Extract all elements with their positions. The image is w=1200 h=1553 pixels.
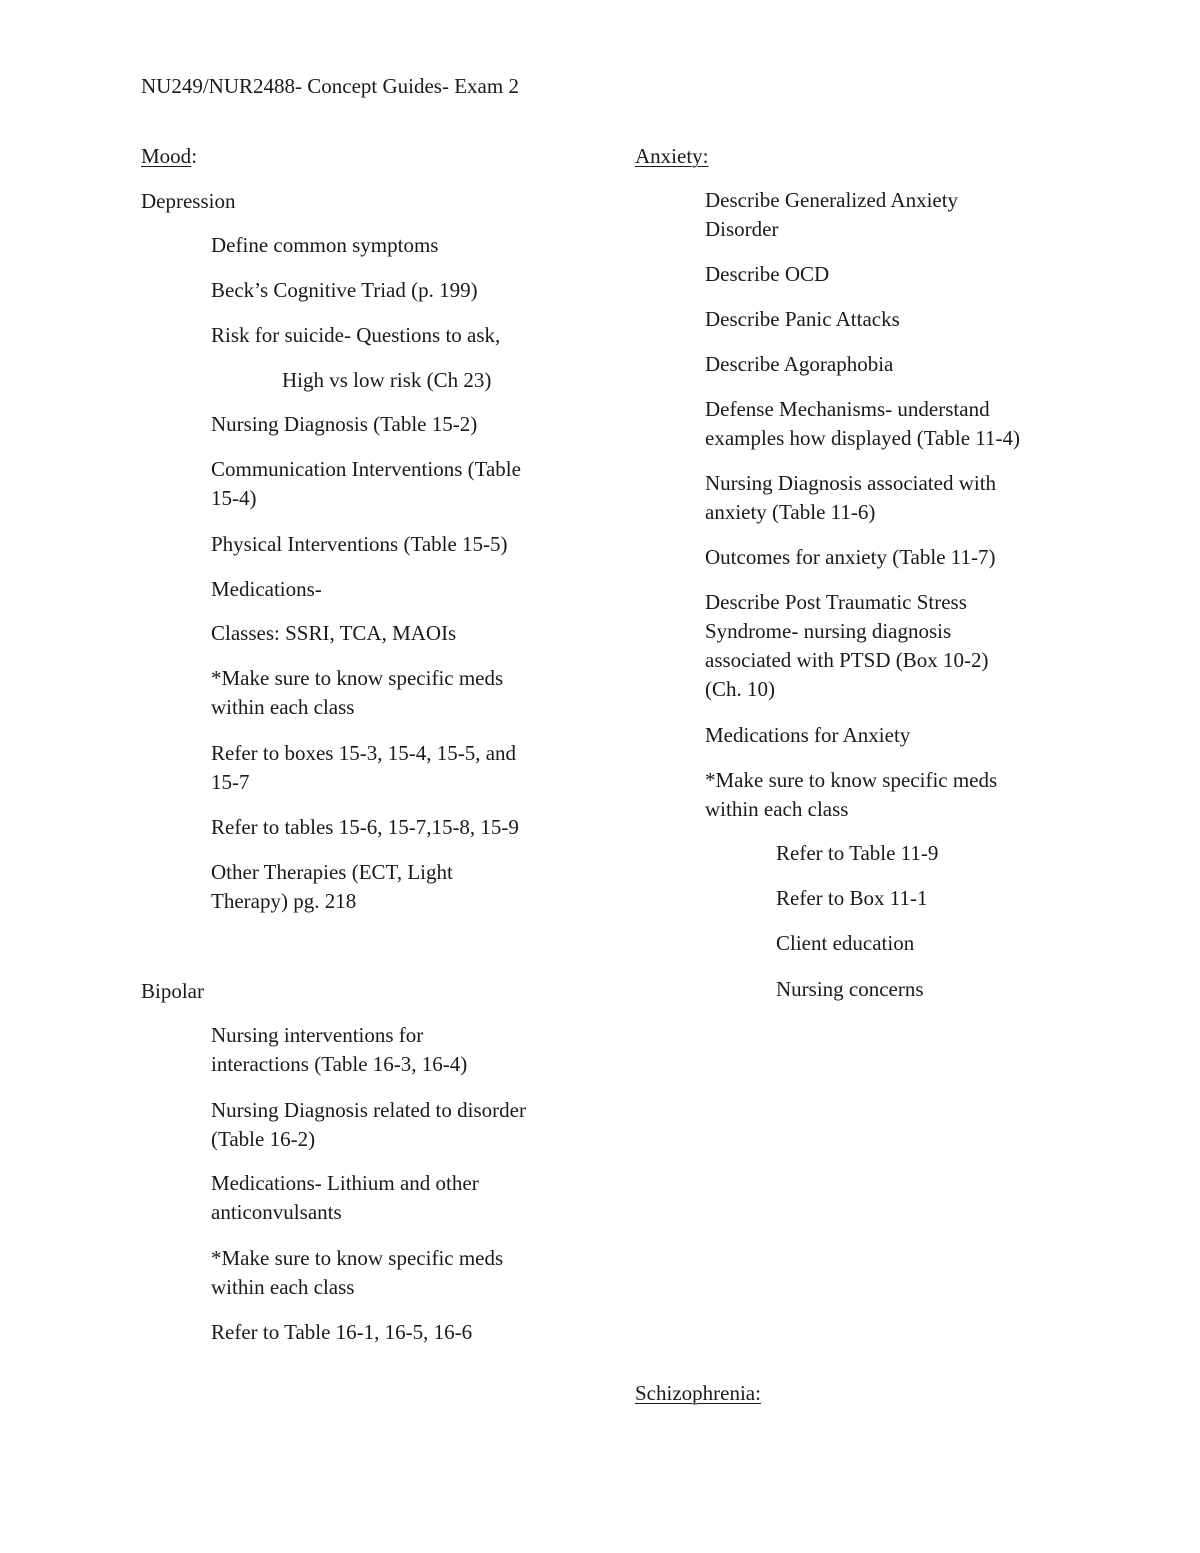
document-title: NU249/NUR2488- Concept Guides- Exam 2 bbox=[141, 74, 519, 98]
mood-heading bbox=[141, 142, 197, 171]
anxiety-item: Outcomes for anxiety (Table 11-7) bbox=[705, 545, 996, 569]
anxiety-item: Describe OCD bbox=[705, 262, 830, 286]
anxiety-med-subitem: Refer to Table 11-9 bbox=[776, 841, 939, 865]
depression-item: Physical Interventions (Table 15-5) bbox=[211, 532, 508, 556]
schizophrenia-heading: Schizophrenia: bbox=[635, 1381, 761, 1405]
bipolar-item: *Make sure to know specific meds within each class bbox=[211, 1246, 504, 1299]
depression-item: Risk for suicide- Questions to ask, bbox=[211, 323, 501, 347]
anxiety-item: Describe Panic Attacks bbox=[705, 307, 900, 331]
anxiety-med-subitem: Nursing concerns bbox=[776, 977, 924, 1001]
anxiety-item: Defense Mechanisms- understand examples how displayed (Table 11-4) bbox=[705, 397, 1020, 450]
anxiety-item: Describe Generalized Anxiety Disorder bbox=[705, 188, 959, 241]
mood-heading-text: Mood bbox=[141, 144, 192, 168]
bipolar-item: Refer to Table 16-1, 16-5, 16-6 bbox=[211, 1320, 473, 1344]
depression-item: *Make sure to know specific meds within each class bbox=[211, 666, 504, 719]
depression-item: Define common symptoms bbox=[211, 233, 439, 257]
anxiety-item: Medications for Anxiety bbox=[705, 723, 911, 747]
bipolar-item: Nursing interventions for interactions (Table 16-3, 16-4) bbox=[211, 1023, 468, 1076]
mood-heading-colon: : bbox=[191, 144, 198, 168]
depression-item: Nursing Diagnosis (Table 15-2) bbox=[211, 412, 478, 436]
anxiety-item: Describe Agoraphobia bbox=[705, 352, 894, 376]
anxiety-heading: Anxiety: bbox=[635, 144, 709, 168]
depression-item: Classes: SSRI, TCA, MAOIs bbox=[211, 621, 457, 645]
depression-item: Other Therapies (ECT, Light Therapy) pg. 218 bbox=[211, 860, 453, 913]
bipolar-item: Nursing Diagnosis related to disorder (Table 16-2) bbox=[211, 1098, 526, 1151]
depression-heading: Depression bbox=[141, 189, 236, 213]
depression-item: Communication Interventions (Table 15-4) bbox=[211, 457, 521, 510]
depression-item: Refer to boxes 15-3, 15-4, 15-5, and 15-7 bbox=[211, 741, 517, 794]
depression-item: Refer to tables 15-6, 15-7,15-8, 15-9 bbox=[211, 815, 519, 839]
depression-item: Medications- bbox=[211, 577, 322, 601]
anxiety-item: Describe Post Traumatic Stress Syndrome- nursing diagnosis associated with PTSD (Box 10-2) (Ch. 10) bbox=[705, 590, 989, 701]
anxiety-item: Nursing Diagnosis associated with anxiety (Table 11-6) bbox=[705, 471, 997, 524]
anxiety-med-subitem: Refer to Box 11-1 bbox=[776, 886, 928, 910]
bipolar-item: Medications- Lithium and other anticonvulsants bbox=[211, 1171, 479, 1224]
bipolar-heading: Bipolar bbox=[141, 979, 204, 1003]
depression-item: Beck’s Cognitive Triad (p. 199) bbox=[211, 278, 478, 302]
anxiety-item: *Make sure to know specific meds within each class bbox=[705, 768, 998, 821]
depression-subitem: High vs low risk (Ch 23) bbox=[282, 368, 492, 392]
anxiety-med-subitem: Client education bbox=[776, 931, 915, 955]
